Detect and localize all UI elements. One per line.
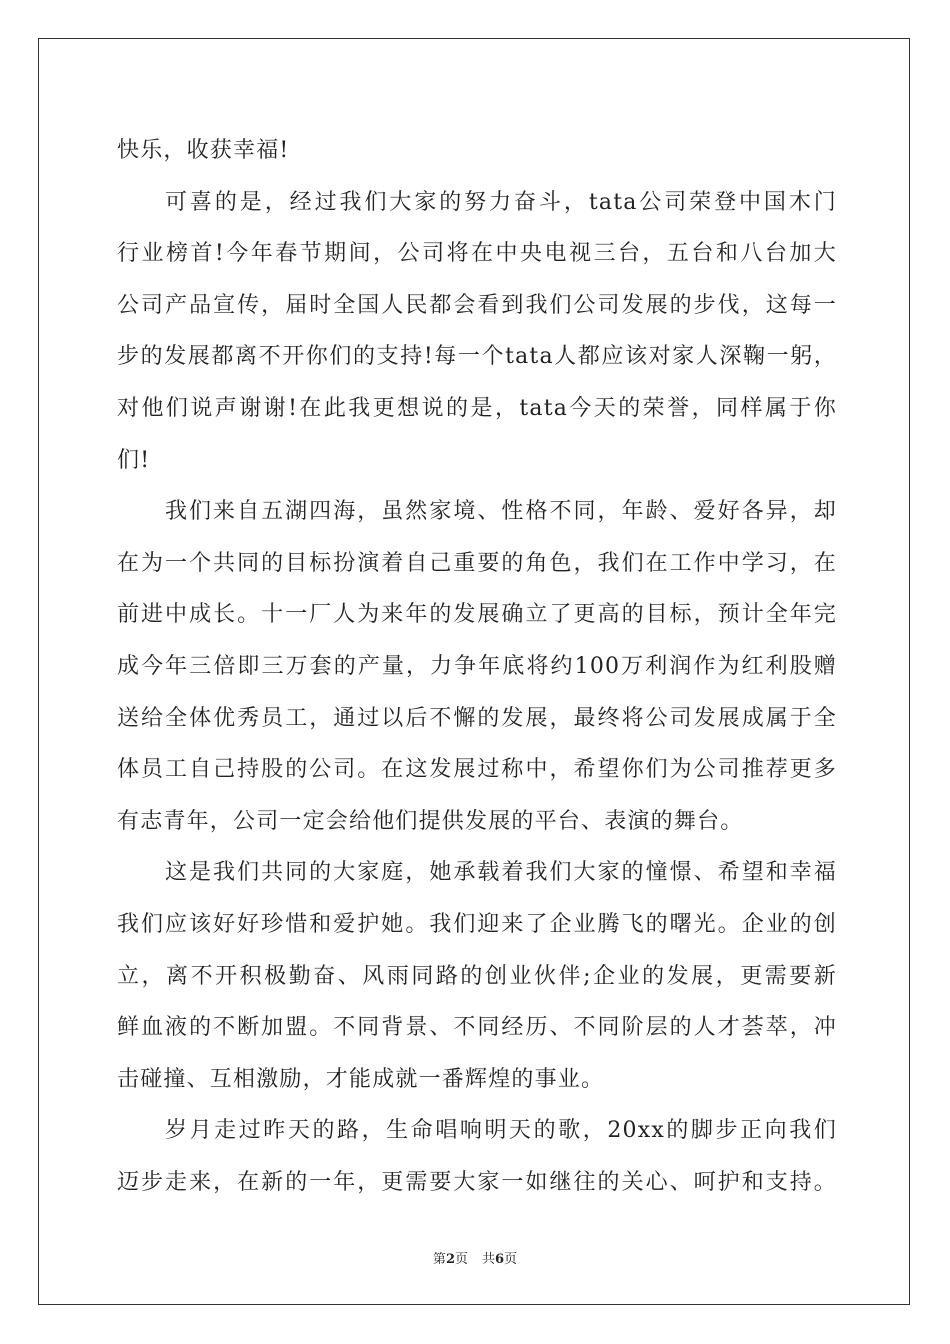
text-line: 有志青年，公司一定会给他们提供发展的平台、表演的舞台。 [117,808,744,834]
text-line: 步的发展都离不开你们的支持!每一个tata人都应该对家人深鞠一躬， [117,344,837,370]
page-suffix: 页 [454,1252,468,1267]
total-page-count: 6 [495,1252,505,1267]
current-page-number: 2 [445,1252,455,1267]
text-line: 我们应该好好珍惜和爱护她。我们迎来了企业腾飞的曙光。企业的创 [117,911,837,937]
text-line: 岁月走过昨天的路，生命唱响明天的歌，20xx的脚步正向我们 [165,1118,837,1144]
text-line: 这是我们共同的大家庭，她承载着我们大家的憧憬、希望和幸福 [165,860,837,886]
text-line: 成今年三倍即三万套的产量，力争年底将约100万利润作为红利股赠 [117,653,837,679]
total-prefix: 共 [482,1252,496,1267]
text-line: 行业榜首!今年春节期间，公司将在中央电视三台，五台和八台加大 [117,241,837,267]
text-line: 们! [117,447,151,473]
text-line: 对他们说声谢谢!在此我更想说的是，tata今天的荣誉，同样属于你 [117,395,837,421]
text-line: 可喜的是，经过我们大家的努力奋斗，tata公司荣登中国木门 [165,189,837,215]
total-suffix: 页 [504,1252,518,1267]
text-line: 迈步走来，在新的一年，更需要大家一如继往的关心、呵护和支持。 [117,1169,837,1195]
page-footer [0,1248,950,1267]
text-line: 在为一个共同的目标扮演着自己重要的角色，我们在工作中学习，在 [117,550,837,576]
text-line: 击碰撞、互相激励，才能成就一番辉煌的事业。 [117,1066,605,1092]
text-line: 鲜血液的不断加盟。不同背景、不同经历、不同阶层的人才荟萃，冲 [117,1015,837,1041]
document-body [117,125,837,1208]
text-line: 送给全体优秀员工，通过以后不懈的发展，最终将公司发展成属于全 [117,705,837,731]
text-line: 公司产品宣传，届时全国人民都会看到我们公司发展的步伐，这每一 [117,292,837,318]
text-line: 快乐，收获幸福! [117,138,290,163]
text-line: 前进中成长。十一厂人为来年的发展确立了更高的目标，预计全年完 [117,602,837,628]
page-prefix: 第 [432,1252,446,1267]
text-line: 体员工自己持股的公司。在这发展过称中，希望你们为公司推荐更多 [117,757,837,783]
text-line: 立，离不开积极勤奋、风雨同路的创业伙伴;企业的发展，更需要新 [117,963,837,989]
text-line: 我们来自五湖四海，虽然家境、性格不同，年龄、爱好各异，却 [165,499,837,525]
